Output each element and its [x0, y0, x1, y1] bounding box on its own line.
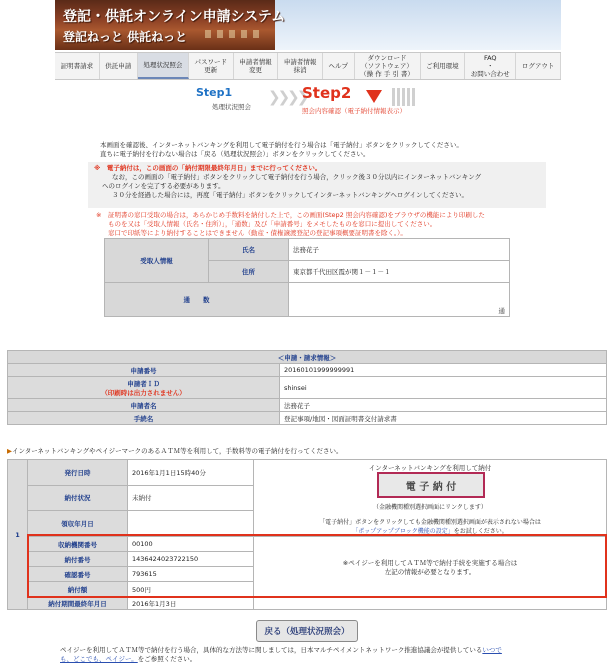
warning-line-3: 窓口で印紙等により納付することはできません（動産・債権譲渡登記の登記事項概要証明書を除く。）。 — [108, 229, 407, 237]
footer-note — [60, 646, 560, 664]
status-value: 未納付 — [128, 485, 254, 511]
payno-label: 納付番号 — [28, 552, 128, 567]
popup-setting-link[interactable]: 「ポップアップブロック機能の設定」 — [352, 528, 454, 535]
recipient-table — [104, 238, 510, 317]
popup-tail: をお試しください。 — [453, 528, 508, 535]
payment-number: 1 — [8, 460, 28, 610]
nav-logout[interactable]: ログアウト — [516, 53, 561, 79]
ib-label: インターネットバンキングを利用して納付 — [368, 464, 492, 472]
recipient-address: 東京都千代田区霞が関１－１－１ — [289, 261, 510, 283]
payment-intro: ▶インターネットバンキングやペイジーマークのあるＡＴＭ等を利用して，手数料等の電子納付を行ってください。 — [7, 447, 343, 455]
payeasy-link-1[interactable]: いつで — [482, 646, 502, 654]
intro-text-2: 直ちに電子納付を行わない場合は「戻る（処理状況照会）」ボタンをクリックしてください。 — [100, 150, 370, 158]
request-label-number: 申請番号 — [8, 364, 280, 377]
org-label: 収納機関番号 — [28, 537, 128, 552]
notice-head: ※ 電子納付は，この画面の「納付期限最終年月日」までに行ってください。 — [94, 164, 322, 172]
nav-download[interactable]: ダウンロード （ソフトウェア） （操 作 手 引 書） — [355, 53, 421, 79]
nav-faq[interactable]: FAQ ・ お問い合わせ — [465, 53, 516, 79]
notice-line-2: へのログインを完了する必要があります。 — [102, 182, 225, 190]
step2-label: Step2 — [302, 84, 352, 102]
request-label-procedure: 手続名 — [8, 412, 280, 425]
confirm-value: 793615 — [128, 567, 254, 582]
request-info-table — [7, 350, 607, 425]
deadline-empty-cell — [254, 597, 607, 610]
request-value-number: 20160101999999991 — [280, 364, 607, 377]
received-label: 領収年月日 — [28, 511, 128, 537]
recipient-label: 受取人情報 — [105, 239, 209, 283]
step2-caption: 照会内容確認（電子納付情報表示） — [302, 107, 406, 115]
deadline-value: 2016年1月3日 — [128, 597, 254, 610]
popup-note: 「電子納付」ボタンをクリックしても金融機関種別選択画面が表示されない場合は — [319, 519, 541, 526]
nav-status-inquiry[interactable]: 処理状況照会 — [138, 53, 189, 79]
request-value-applicant-name: 法務花子 — [280, 399, 607, 412]
payno-value: 1436424023722150 — [128, 552, 254, 567]
status-label: 納付状況 — [28, 485, 128, 511]
nav-help[interactable]: ヘルプ — [323, 53, 355, 79]
payeasy-link-2[interactable]: も、どこでも、ペイジー。 — [60, 655, 138, 663]
back-to-status-button[interactable]: 戻る（処理状況照会） — [256, 620, 358, 642]
request-value-procedure: 登記事項/地図・図面証明書交付請求書 — [280, 412, 607, 425]
nav-deposit-application[interactable]: 供託申請 — [100, 53, 138, 79]
request-label-applicant-id — [8, 377, 280, 399]
electronic-payment-button[interactable]: 電 子 納 付 — [377, 472, 485, 498]
step1-label: Step1 — [196, 86, 233, 99]
address-label: 住所 — [209, 261, 289, 283]
footer-text-1: ペイジーを利用してＡＴＭ等で納付を行う場合，具体的な方法等に関しましては，日本マルチペイメントネットワーク推進協議会が提供している — [60, 646, 483, 654]
pay-button-note: （金融機関種別選択画面にリンクします） — [373, 504, 487, 511]
atm-note-1: ※ペイジーを利用してＡＴＭ等で納付手続を実施する場合は — [342, 558, 518, 567]
nav-applicant-change[interactable]: 申請者情報 変更 — [234, 53, 279, 79]
confirm-label: 確認番号 — [28, 567, 128, 582]
request-label-applicant-name: 申請者名 — [8, 399, 280, 412]
current-step-arrow-icon — [366, 90, 382, 103]
applicant-id-label: 申請者ＩＤ — [127, 379, 160, 388]
nav-password-update[interactable]: パスワード 更新 — [189, 53, 234, 79]
org-value: 00100 — [128, 537, 254, 552]
name-label: 氏名 — [209, 239, 289, 261]
notice-line-1: なお，この画面の「電子納付」ボタンをクリックして電子納付を行う場合，クリック後３０分以内にインターネットバンキング — [112, 173, 482, 181]
issued-value: 2016年1月1日15時40分 — [128, 460, 254, 486]
footer-text-2: をご参照ください。 — [137, 655, 197, 663]
applicant-id-note: （印刷時は出力されません） — [101, 388, 186, 397]
count-unit: 通 — [289, 283, 510, 317]
recipient-name: 法務花子 — [289, 239, 510, 261]
nav-certificate-request[interactable]: 証明書請求 — [55, 53, 100, 79]
payment-intro-text: インターネットバンキングやペイジーマークのあるＡＴＭ等を利用して，手数料等の電子納付を行ってください。 — [12, 447, 343, 455]
site-title: 登記・供託オンライン申請システム — [63, 9, 286, 25]
nav-environment[interactable]: ご利用環境 — [421, 53, 466, 79]
request-value-applicant-id: shinsei — [280, 377, 607, 399]
step-indicator — [190, 84, 470, 124]
warning-line-2: ものを又は「受取人情報（氏名・住所）」，「通数」及び「申請番号」をメモしたものを窓口に提出してください。 — [108, 220, 437, 228]
amount-value: 500円 — [128, 582, 254, 597]
step-arrows-icon: ❯❯❯❯ — [268, 88, 307, 106]
step1-caption: 処理状況照会 — [212, 103, 251, 111]
main-nav — [55, 52, 561, 80]
intro-text-1: 本画面を確認後、インターネットバンキングを利用して電子納付を行う場合は「電子納付」ボタンをクリックしてください。 — [100, 141, 463, 149]
count-label: 通 数 — [105, 283, 289, 317]
site-header — [55, 0, 561, 50]
site-subtitle: 登記ねっと 供託ねっと — [63, 30, 188, 44]
issued-label: 発行日時 — [28, 460, 128, 486]
notice-box — [88, 162, 546, 208]
nav-applicant-delete[interactable]: 申請者情報 抹消 — [278, 53, 323, 79]
amount-label: 納付額 — [28, 582, 128, 597]
warning-line-1: ※ 証明書の窓口受取の場合は，あらかじめ手数料を納付した上で，この画面(Step2 照会内容確認)をブラウザの機能により印刷した — [96, 211, 485, 219]
request-info-title: ＜申請・請求情報＞ — [8, 351, 607, 364]
atm-note-2: 左記の情報が必要となります。 — [384, 567, 476, 576]
deadline-label: 納付期間最終年月日 — [28, 597, 128, 610]
notice-line-3: ３０分を経過した場合には，再度「電子納付」ボタンをクリックしてインターネットバンキングへログインしてください。 — [112, 191, 469, 199]
step-remaining-bars-icon — [392, 88, 417, 108]
received-value — [128, 511, 254, 537]
atm-info-highlight — [27, 534, 607, 598]
